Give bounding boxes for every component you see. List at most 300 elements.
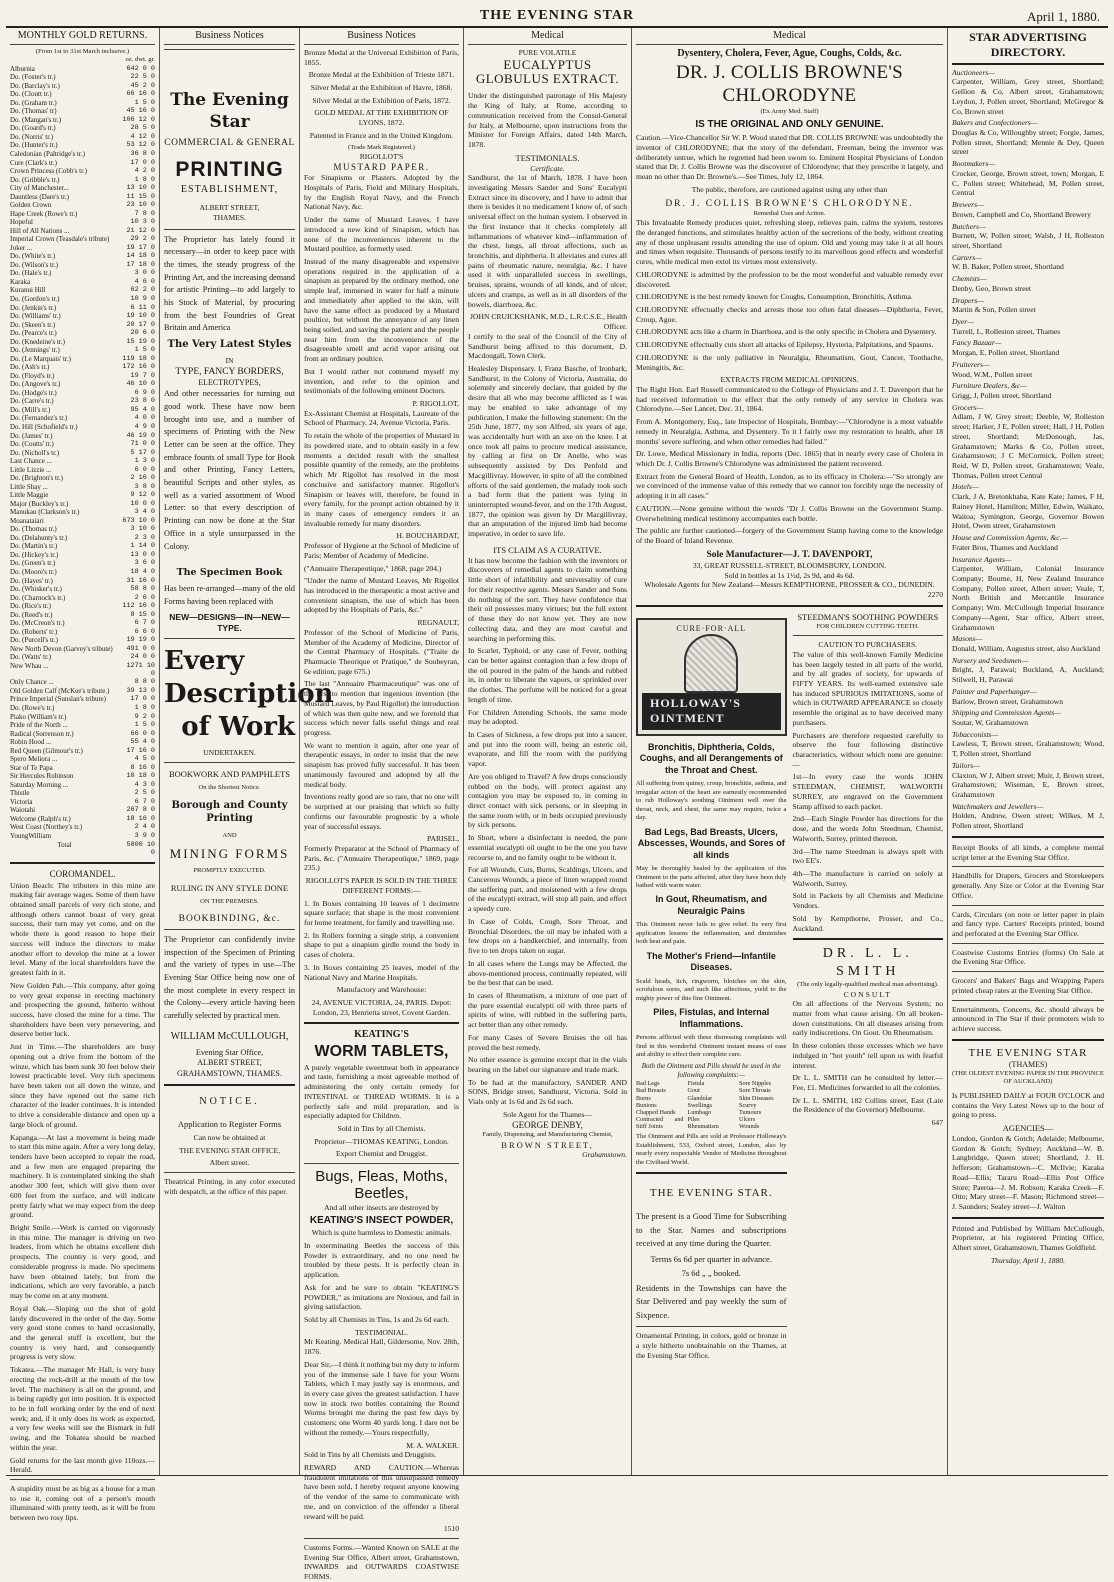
certificate-heading: Certificate. (530, 163, 565, 173)
gold-return-row (10, 500, 155, 509)
gold-amount: 6 7 0 (134, 619, 155, 628)
bugs-heading: Bugs, Fleas, Moths, Beetles, (315, 1168, 448, 1203)
mine-name: Do. (Ash's tr.) (10, 363, 50, 372)
printer-line: Printed and Published by William McCullough, Proprietor, at his registered Printing Office, Albert street, Grahamstown, Thames Goldfield. (952, 1223, 1104, 1253)
gold-return-row (10, 568, 155, 577)
gold-amount: 17 16 0 (126, 746, 155, 755)
article-paragraph: Union Beach: The tributers in this mine are making fair average wages. Some of them have obtained small parcels of very rich stone, and although others cannot boast of very great success, their turn may yet come, and on the whole there is good reason to hope their success will induce the directors to make another effort to develop the mine at a lower level. Many of the local shareholders have the greatest faith in it. (10, 880, 155, 978)
ad-paragraph: 2. In Rollers forming a single strip, a convenient shape to put a sinapism girdle round the body in cases of cholera. (304, 930, 459, 960)
mine-name: Old Golden Calf (McKee's tribute.) (10, 686, 110, 695)
directory-category: Fruiterers— (952, 359, 990, 369)
mine-name: Do. (Cloutt tr.) (10, 90, 52, 99)
gold-amount: 19 7 0 (130, 371, 155, 380)
gold-amount: 22 5 0 (130, 73, 155, 82)
mine-name: Do. (Hayes' tr.) (10, 576, 53, 585)
holloway-complaints-heading: Both the Ointment and Pills should be used in the following complaints:— (641, 1062, 781, 1080)
ad-paragraph: Professor of the School of Medicine of Paris, Member of the Academy of Medicine, Director of the Central Pharmacy of Hospitals. ("Traite de Pharmacie Theorique et Pratique," de Soubeyran, 6e edition, page 675.) (304, 627, 459, 676)
mine-name: Little Maggie (10, 491, 49, 500)
gold-amount: 66 16 0 (126, 90, 155, 99)
mine-name: Do. (Angove's tr.) (10, 380, 61, 389)
directory-entries: Soutar, W, Grahamstown (952, 718, 1029, 727)
gold-return-row (10, 559, 155, 568)
ad-paragraph: This Invaluable Remedy produces quiet, refreshing sleep, relieves pain, calms the system, restores the deranged functions, and stimulates healthy action of the secretions of the body, without creating any of those unpleasant results attending the use of opium. Old and young may take it at all hours and times when requisite. Thousands of persons testify to its marvellous good effects and wonderful cures, while medical men extol its virtues most extensively. (636, 218, 943, 267)
mine-name: Do. (Whisker's tr.) (10, 585, 62, 594)
agent-name: GEORGE DENBY, (512, 1119, 583, 1130)
gold-amount: 71 0 0 (130, 440, 155, 449)
directory-entries: W. B. Baker, Pollen street, Shortland (952, 262, 1064, 272)
gold-return-row (10, 432, 155, 441)
mine-name: Robin Hood ... (10, 738, 52, 747)
directory-list (952, 68, 1104, 831)
mine-name: Saturday Morning ... (10, 780, 69, 789)
complaint-item: Rheumatism (687, 1123, 719, 1131)
gold-return-row (10, 227, 155, 236)
gold-amount: 6 11 0 (130, 303, 155, 312)
gold-amount: 36 8 0 (130, 149, 155, 158)
ad-paragraph: 1. In Boxes containing 10 leaves of 1 decimetre square surface; that shape is the most convenient for home treatment, for family and travelling use. (304, 898, 459, 927)
gold-amount: 17 0 0 (130, 695, 155, 704)
gold-return-row (10, 517, 155, 526)
ad-paragraph: CHLORODYNE is admitted by the profession to be the most wonderful and valuable remedy ever discovered. (636, 269, 943, 289)
gold-return-row (10, 355, 155, 364)
ad-paragraph: To be had at the manufactory, SANDER AND SONS, Bridge street, Sandhurst, Victoria. Sold in Vials only at 1s 6d and 2s 6d each. (468, 1077, 627, 1107)
directory-entries: Carpenter, William, Colonial Insurance Company; Bourne, H, New Zealand Insurance Company, Pollen street, Albert street; Veale, T, North British and Mercantile Insurance Company; Wm. McCullough Imperial Insurance Company—Agent, Star office, Albert street, Grahamstown (952, 564, 1104, 632)
smith-paragraph: In these colonies those excesses which we have indulged in "hot youth" tell upon us with fearful interest. (792, 1041, 943, 1070)
gold-return-row (10, 636, 155, 645)
gold-amount: 106 12 0 (122, 115, 155, 124)
gold-amount: 53 12 0 (126, 141, 155, 150)
gold-amount: 23 10 0 (126, 201, 155, 210)
gold-amount: 1271 10 0 (126, 661, 155, 679)
gold-amount: 19 17 0 (126, 243, 155, 252)
complaint-item: Sore Nipples (739, 1080, 772, 1088)
gold-return-row (10, 244, 155, 253)
directory-entries: Claxton, W J, Albert street; Muir, J, Brown street, Grahamstown; Wiseman, E, Brown street, Grahamstown (952, 770, 1104, 800)
ad-paragraph: From A. Montgomery, Esq., late Inspector of Hospitals, Bombay:—"Chlorodyne is a most valuable remedy in Neuralgia, Asthma, and Dysentery. To it I fairly owe my restoration to health, after 18 months' severe suffering, and when other remedies had failed." (636, 417, 943, 446)
mine-name: Do. (Purcell's tr.) (10, 636, 58, 645)
ad-paragraph: CHLORODYNE acts like a charm in Diarrhoea, and is the only specific in Cholera and Dysentery. (636, 327, 937, 337)
gold-return-row (10, 738, 155, 747)
ad-number: 647 (931, 1118, 943, 1128)
directory-category: Shipping and Commission Agents— (952, 708, 1061, 718)
gold-amount: 2 4 0 (134, 823, 155, 832)
gold-return-row (10, 474, 155, 483)
gold-amount: 673 10 0 (122, 516, 155, 525)
commercial-general: COMMERCIAL & GENERAL (164, 138, 295, 149)
mine-name: Do. (Charnock's tr.) (10, 593, 66, 602)
printing-heading: PRINTING (175, 158, 284, 182)
gold-amount: 6 0 0 (134, 465, 155, 474)
ad-paragraph: ("Annuaire Therapeutique," 1868, page 204.) (304, 563, 442, 573)
gold-amount: 1 3 0 (134, 457, 155, 466)
directory-entries: Wood, W.M., Pollen street (952, 369, 1033, 379)
gold-return-row (10, 585, 155, 594)
mine-name: Do. (Mill's tr.) (10, 405, 51, 414)
ad-paragraph: Sold in Tins by all Chemists. (337, 1124, 426, 1134)
gold-return-row (10, 551, 155, 560)
mine-name: Sir Hercules Robinson (10, 772, 74, 781)
bottle-prices: Sold in bottles at 1s 1½d, 2s 9d, and 4s 6d. (724, 570, 855, 580)
gold-return-row (10, 772, 155, 781)
testimonial-heading: TESTIMONIAL. (355, 1327, 408, 1337)
directory-entries: Martin & Son, Pollen street (952, 305, 1036, 315)
inspection-paragraph: The Proprietor can confidently invite inspection of the Specimen of Printing and the variety of types in use—The Evening Star Office being now one of the most complete in every respect in the Colony—every article having been carefully selected by practical men. (164, 934, 295, 1021)
gold-amount: 9 2 0 (134, 712, 155, 721)
ad-number: 1510 (443, 1524, 459, 1534)
mine-name: Do. (Jenkin's tr.) (10, 303, 57, 312)
mine-name: Do. (Roberts' tr.) (10, 627, 58, 636)
ad-paragraph: RIGOLLOT'S PAPER IS SOLD IN THE THREE DIFFERENT FORMS:— (305, 876, 458, 895)
signature: M. A. WALKER. (406, 1440, 459, 1450)
gold-amount: 10 3 0 (130, 218, 155, 227)
gold-amount: 20 6 0 (130, 329, 155, 338)
mine-name: Joker ... (10, 243, 33, 252)
gold-amount: 1 8 0 (134, 175, 155, 184)
mine-name: Do. (Pearce's tr.) (10, 329, 57, 338)
shortest-notice: On the Shortest Notice. (198, 783, 261, 791)
gold-return-row (10, 389, 155, 398)
signature: PARISEL, (426, 834, 459, 844)
mine-name: City of Manchester... (10, 184, 69, 193)
gold-amount: 23 8 0 (130, 397, 155, 406)
gold-return-row (10, 806, 155, 815)
gold-amount: 39 13 0 (126, 686, 155, 695)
gold-amount: 66 0 0 (130, 729, 155, 738)
mine-name: Hape Creek (Rowe's tr.) (10, 209, 78, 218)
directory-category: Masons— (952, 634, 983, 644)
bookwork: BOOKWORK AND PAMPHLETS (168, 769, 291, 780)
agent-town: Grahamstown. (582, 1150, 627, 1160)
holloway-column (636, 612, 787, 1364)
mine-name: Victoria (10, 797, 33, 806)
mine-name: Do. (Fernandez's tr.) (10, 414, 68, 423)
mine-name: West Coast (Northey's tr.) (10, 823, 83, 832)
coromandel-heading: COROMANDEL. (49, 869, 116, 880)
directory-category: Nursery and Seedsmen— (952, 655, 1029, 665)
mine-name: Karaka (10, 277, 31, 286)
gold-return-row (10, 678, 155, 687)
article-paragraph: Kapanga.—At last a movement is being made to start this mine again. After a very long delay, tenders have been accepted to repair the road, and a few men are engaged preparing the machinery. It is contemplated sinking the shaft another 300 feet, which will give them over 600 feet from the surface, and will indicate pretty fairly what we may expect from the deep ground. (10, 1132, 155, 1220)
ad-paragraph: The public are further cautioned—forgery of the Government Stamp having come to the knowledge of the Board of Inland Revenue. (636, 526, 943, 546)
holloway-heading: Bronchitis, Diphtheria, Colds, Coughs, and all Derangements of the Throat and Chest. (639, 741, 783, 775)
holloway-paragraph: All suffering from quinsy, croup, bronchitis, asthma, and irregular action of the heart are earnestly recommended to rub Holloway's soothing Ointment well over the throat, neck, and chest, the same may require, twice a day. (636, 780, 787, 822)
gold-return-row (10, 261, 155, 270)
albert-street: ALBERT STREET, (199, 203, 260, 213)
mine-name: New Whau ... (10, 661, 49, 670)
steedman-paragraph: Sold by Kempthorne, Prosser, and Co., Auckland. (792, 913, 943, 933)
gold-return-row (10, 628, 155, 637)
column-mustard-keating (300, 28, 464, 1582)
thames: THAMES. (212, 212, 247, 222)
gold-return-row (10, 423, 155, 432)
gold-return-row (10, 141, 155, 150)
every-word: Every (164, 645, 245, 676)
holloway-paragraph: This Ointment never fails to give relief. Its very first application lessens the inflammation, and diminishes both heat and pain. (636, 921, 787, 946)
gold-return-row (10, 823, 155, 832)
gold-return-row (10, 466, 155, 475)
ad-paragraph: Formerly Preparator at the School of Pharmacy of Paris, &c. ("Annuaire Therapeutique," 1869, page 235.) (304, 843, 459, 873)
ad-paragraph: CHLORODYNE is the best remedy known for Coughs, Consumption, Bronchitis, Asthma. (636, 292, 913, 302)
gold-amount: 2 6 0 (134, 593, 155, 602)
signature: H. BOUCHARDAT, (396, 531, 459, 541)
ad-paragraph: Instead of the many disagreeable and expensive operations required in the application of a sinapism as prepared by the ordinary method, one simple leaf, immersed in water for half a minute and immediately after applied to the skin, will have the same effect as produced by a Mustard poultice, but without the annoyance of any linen being soiled, and saving the patient and the people near him from the inconvenience of the disagreeable smell and acrid vapor arising out from an ordinary poultice. (304, 256, 459, 364)
holloway-banner: HOLLOWAY'S OINTMENT (642, 693, 781, 730)
column-printing-notice (160, 28, 334, 1475)
styles-type: TYPE, FANCY BORDERS, (175, 366, 284, 377)
ad-paragraph: And all other insects are destroyed by (324, 1202, 439, 1212)
ad-paragraph: 3. In Boxes containing 25 leaves, model of the National Navy and Marine Hospitals. (304, 962, 459, 982)
steedman-paragraph: Purchasers are therefore requested carefully to observe the four following distinctive characteristics, without which none are genuine:— (792, 730, 943, 769)
complaints-col-1 (636, 1080, 684, 1130)
specimen-heading: The Specimen Book (176, 567, 283, 579)
mine-name: Do. (Skeen's tr.) (10, 320, 56, 329)
gold-amount: 8 16 0 (130, 763, 155, 772)
mine-name: Do. (Green's tr.) (10, 559, 56, 568)
notice-paragraph-3: THE EVENING STAR OFFICE, (178, 1145, 281, 1155)
subscription-weekly: Residents in the Townships can have the Star Delivered and pay weekly the sum of Sixpence. (636, 1282, 787, 1320)
smith-paragraph: On all affections of the Nervous System; no matter from what cause arising. On all broken-down constitutions. On all diseases arising from early indiscretions. On Gout. On Rheumatism. (792, 999, 943, 1038)
masthead (6, 6, 1108, 28)
complaint-item: Fistula (687, 1080, 705, 1088)
gold-amount: 112 16 0 (122, 602, 155, 611)
mine-name: Do. (Martin's tr.) (10, 542, 58, 551)
gold-returns-subtitle: (From 1st to 31st March inclusive.) (35, 47, 130, 55)
mine-name: Moanataiari (10, 516, 44, 525)
directory-category: Grocers— (952, 402, 984, 412)
gold-amount: 2 16 0 (130, 474, 155, 483)
gold-return-row (10, 815, 155, 824)
ad-paragraph: CHLORODYNE is the only palliative in Neuralgia, Rheumatism, Gout, Cancer, Toothache, Meningitis, &c. (636, 352, 943, 372)
gold-amount: 4 6 0 (134, 277, 155, 286)
gold-amount: 31 16 0 (126, 576, 155, 585)
ad-paragraph: Proprietor—THOMAS KEATING, London. (314, 1136, 449, 1146)
mine-name: Do. (Coutts' tr.) (10, 440, 54, 449)
ad-paragraph: I certify to the seal of the Council of the City of Sandhurst being affixed to this document, D. Macdougall, Town Clerk. (468, 331, 627, 361)
sole-manufacturer: Sole Manufacturer—J. T. DAVENPORT, (706, 549, 873, 560)
figure-illustration-icon (684, 634, 738, 693)
gold-amount: 46 19 0 (126, 431, 155, 440)
complaint-item: Glandular Swellings (687, 1094, 713, 1109)
directory-category: Tailors— (952, 760, 981, 770)
gold-return-row (10, 346, 155, 355)
ad-paragraph: Caution.—Vice-Chancellor Sir W. P. Wood stated that DR. COLLIS BROWNE was undoubtedly the inventor of CHLORODYNE; that the story of the defendant, Freeman, being the inventor was deliberately untrue, which he regretted had been sworn to. Eminent Hospital Physicians of London stated that Dr. J. Collis Browne was the discoverer of Chlorodyne; that they prescribe it largely, and mean no other than Dr. Browne's.—See Times, July 12, 1864. (636, 133, 943, 182)
mine-name: Do. (Thomas' tr) (10, 107, 57, 116)
gold-amount: 267 8 0 (126, 806, 155, 815)
gold-amount: 2 3 0 (134, 533, 155, 542)
specimen-paragraph: Has been re-arranged—many of the old Forms having been replaced with (164, 584, 295, 607)
mine-name: Little Shay ... (10, 482, 48, 491)
ad-paragraph: In exterminating Beetles the success of this Powder is extraordinary, and no one need be troubled by these pests. It is perfectly clean in application. (304, 1240, 459, 1280)
ad-paragraph: In Scarlet, Typhoid, or any case of Fever, nothing can be better against contagion than a few drops of the oil poured in the palm of the hands and rubbed in, in order to liberate the vapors, or sprinkled over the clothes. The perfume will be noticed for a great length of time. (468, 646, 627, 704)
ad-paragraph: Ask for and be sure to obtain "KEATING'S POWDER," as imitations are Noxious, and fail in giving satisfaction. (304, 1282, 459, 1312)
gold-return-row (10, 363, 155, 372)
gold-amount: 9 12 0 (130, 491, 155, 500)
gold-return-row (10, 218, 155, 227)
ad-paragraph: Professor of Hygiene at the School of Medicine of Paris; Member of Academy of Medicine. (304, 541, 459, 560)
chlorodyne-topline: Dysentery, Cholera, Fever, Ague, Coughs, Colds, &c. (677, 47, 902, 59)
gold-amount: 2 5 0 (134, 789, 155, 798)
gold-total-label: Total (57, 840, 72, 849)
smith-paragraph: Dr L. L. SMITH can be consulted by letter.—Fee, £1. Medicines forwarded to all the colonies. (792, 1073, 943, 1092)
gold-amount: 95 4 0 (130, 405, 155, 414)
complaint-item: Bad Breasts (636, 1087, 666, 1095)
gold-return-row (10, 278, 155, 287)
mustard-paper: MUSTARD PAPER. (333, 161, 430, 172)
mine-name: YoungWilliam (10, 831, 52, 840)
wholesale-agents: Wholesale Agents for New Zealand—Messrs KEMPTHORNE, PROSSER & CO., DUNEDIN. (644, 580, 935, 590)
steedman-paragraph: 3rd—The name Steedman is always spelt with two EE's. (792, 846, 943, 866)
business-notices-heading: Business Notices (164, 30, 295, 45)
sole-agent: Sole Agent for the Thames— (503, 1109, 592, 1119)
gold-amount: 3 4 0 (134, 508, 155, 517)
ad-paragraph: In Cases of Sickness, a few drops put into a saucer, and put into the room will, being an esteric oil, evaporate, and fill the room with the purifying vapor. (468, 729, 627, 769)
mine-name: Do. (Watts' tr.) (10, 653, 52, 662)
complaint-item: Contracted and Stiff Joints (636, 1115, 684, 1131)
footer-date: Thursday, April 1, 1880. (990, 1255, 1066, 1265)
holloway-ad-image (636, 618, 787, 736)
directory-ad: Coastwise Customs Entries (forms) On Sale at the Evening Star Office. (952, 947, 1104, 967)
testimonials-heading: TESTIMONIALS. (515, 152, 580, 163)
evening-star-paragraph: Is PUBLISHED DAILY at FOUR O'CLOCK and contains the Very Latest News up to the hour of going to press. (952, 1090, 1104, 1120)
gold-return-row (10, 286, 155, 295)
article-paragraph: Bright Smile.—Work is carried on vigorously in this mine. The manager is driving on two leaders, from which he obtains excellent dish prospects. The country is very good, and considerable progress is made. No specimens have been obtained lately, but from the indications, which are very favorable, a patch may be come on at any moment. (10, 1223, 155, 1301)
gold-amount: 55 4 0 (130, 738, 155, 747)
ad-paragraph: To retain the whole of the properties of Mustard in its powdered state, and to obtain easily in a few moments a decided result with the smallest possible quantity of the remedy, are the problems which Mr Rigollot has resolved in the most conclusive and satisfactory manner. Rigollot's Sinapism or leaves will, therefore, be found in every family, for the prompt action obtained by it in many cases of emergency renders it an invaluable remedy for many disorders. (304, 431, 459, 528)
mine-name: Spero Meliora ... (10, 755, 58, 764)
ad-paragraph: In Case of Colds, Cough, Sore Throat, and Bronchial Disorders, the oil may be inhaled with a few drops on a handkerchief, and internally, from five to ten drops taken on sugar. (468, 916, 627, 956)
rigollot-name: RIGOLLOT'S (359, 151, 404, 161)
gold-amount: 19 19 0 (126, 636, 155, 645)
ad-paragraph: Under the distinguished patronage of His Majesty the King of Italy, at Rome, according to communication received from the Consul-General for Italy, at Melbourne, upon instructions from the Minister for Foreign Affairs, dated 14th March, 1878. (468, 91, 627, 149)
gold-amount: 3 10 0 (130, 525, 155, 534)
holloway-heading: In Gout, Rheumatism, and Neuralgic Pains (655, 894, 767, 916)
gold-return-row (10, 491, 155, 500)
gold-return-row (10, 304, 155, 313)
mine-name: Little Lizzie ... (10, 465, 52, 474)
caution-heading: CAUTION TO PURCHASERS. (818, 640, 918, 650)
gold-amount: 3 0 0 (134, 269, 155, 278)
customs-forms: Customs Forms.—Wanted Known on SALE at the Evening Star Office, Albert street, Grahamstown, INWARDS and OUTWARDS COASTWISE FORMS. (304, 1543, 459, 1582)
complaint-item: Scurvy (739, 1101, 757, 1109)
paper-title: THE EVENING STAR (479, 8, 635, 23)
medal-line: GOLD MEDAL AT THE EXHIBITION OF LYONS, 1872. (314, 108, 449, 128)
ad-paragraph: Sold in Tins by all Chemists and Druggists. (304, 1450, 437, 1460)
notice-paragraph: Application to Register Forms (177, 1118, 282, 1129)
gold-return-row (10, 65, 155, 74)
mine-name: Do. (Foster's tr.) (10, 73, 56, 82)
insect-powder-heading: KEATING'S INSECT POWDER, (309, 1215, 454, 1227)
gold-amount: 62 2 0 (130, 286, 155, 295)
mine-name: Pride of the North ... (10, 721, 68, 730)
ad-paragraph: 24, AVENUE VICTORIA, 24, PARIS. Depot: London, 23, Henrietta street, Covent Garden. (311, 998, 452, 1017)
article-paragraph: Just in Time.—The shareholders are busy opening out a drive from the bottom of the winze, which has been sunk 30 feet below their lowest practicable level. Very rich specimens have been taken out all down the winze, and since they have opened out the same rich character of the leader continues. It is intended to drive a considerable distance and open up a large block of ground. (10, 1042, 155, 1129)
gold-amount: 28 5 0 (130, 124, 155, 133)
latest-styles-heading: The Very Latest Styles (167, 339, 292, 351)
mine-name: Do. (Carre's tr.) (10, 397, 54, 406)
medal-line: Bronze Medal at the Universal Exhibition of Paris, 1855. (304, 47, 459, 67)
gold-return-row (10, 577, 155, 586)
gold-amount: 4 9 0 (134, 422, 155, 431)
gold-amount: 1 8 0 (134, 704, 155, 713)
proprietor-paragraph: The Proprietor has lately found it necessary—in order to keep pace with the times, the steady progress of the Printing Art, and the increasing demand for artistic Printing—to add largely to his Stock of Material, by procuring from the best Foundries of Great Britain and America (164, 234, 295, 333)
paper-name-gothic: The Evening Star (170, 89, 289, 132)
gold-returns-units: oz. dwt. gr. (125, 56, 155, 64)
mine-name: Manukau (Clarkson's tr.) (10, 508, 80, 517)
complaint-item: Ulcers (739, 1115, 756, 1123)
gold-total-row (10, 841, 155, 858)
gold-amount: 4 12 0 (130, 132, 155, 141)
directory-category: Bootmakers— (952, 159, 996, 169)
directory-entries: Grigg, J, Pollen street, Shortland (952, 391, 1052, 400)
gold-amount: 3 9 0 (134, 831, 155, 840)
mine-name: Do. (Wilson's tr.) (10, 260, 59, 269)
gold-return-row (10, 457, 155, 466)
directory-category: Watchmakers and Jewellers— (952, 801, 1044, 811)
ad-paragraph: Under the name of Mustard Leaves, I have introduced a new kind of Sinapism, which has none of the inconveniences inherent to the Mustard poultice, as formerly used. (304, 215, 459, 254)
dr-smith-heading: DR. L. L. SMITH (822, 946, 913, 980)
evening-star-title: THE EVENING STAR (968, 1046, 1088, 1059)
directory-category: Brewers— (952, 200, 984, 210)
gold-amount: 19 10 0 (126, 312, 155, 321)
article-paragraph: Royal Oak.—Sloping out the shot of gold lately discovered in the order of the day. Some very good stone comes to hand occasionally, and the general stuff is excellent, but the country is very hard, and consequently progress is very slow. (10, 1303, 155, 1362)
directory-entries: Holden, Andrew, Owen street; Wilkes, M J, Pollen street, Shortland (952, 811, 1104, 831)
gold-amount: 10 0 0 (130, 499, 155, 508)
steedman-paragraph: 1st—In every case the words JOHN STEEDMAN, CHEMIST, WALWORTH SURREY, are engraved on the Government Stamp affixed to each packet. (792, 772, 943, 811)
medal-line: Silver Medal at the Exhibition of Paris, 1872. (312, 95, 451, 105)
styles-paragraph: And other necessaries for turning out good work. These have now been brought into use, and a number of specimens of Printing with the New Letter can be seen at the office. They embrace founts of small Type for Book and other Printing, Fancy Letters, beautiful Scripts and other styles, as well as a varied assortment of Wood Letter: so that every description of Printing can now be done at the Star Office in a style unsurpassed in the Colony. (164, 389, 295, 551)
gold-return-row (10, 653, 155, 662)
directory-entries: Brown, Campbell and Co, Shortland Brewery (952, 209, 1091, 219)
bookbinding: BOOKBINDING, &c. (178, 913, 281, 924)
directory-entries: Barlow, Brown street, Grahamstown (952, 696, 1064, 706)
mine-name: Do. (Nicholl's tr.) (10, 448, 60, 457)
mine-name: Do. (Gribble's tr.) (10, 175, 60, 184)
gold-amount: 1 5 0 (134, 346, 155, 355)
mine-name: Do. (McCreon's tr.) (10, 619, 65, 628)
gold-total-value: 5800 10 0 (126, 840, 155, 857)
directory-category: Drapers— (952, 295, 985, 305)
gold-amount: 8 8 0 (134, 678, 155, 687)
directory-entries: Morgan, E, Pollen street, Shortland (952, 348, 1060, 358)
mine-name: Do. Hill (Schofield's tr.) (10, 422, 78, 431)
directory-entries: Bright, J, Parawai; Buckland, A, Auckland; Stilwell, H, Parawai (952, 665, 1104, 685)
gold-return-row (10, 542, 155, 551)
mine-name: Caledonian (Paltridge's tr.) (10, 149, 85, 158)
directory-title: STAR ADVERTISING DIRECTORY. (952, 30, 1104, 65)
chlorodyne-original: IS THE ORIGINAL AND ONLY GENUINE. (695, 118, 884, 130)
styles-in: IN (225, 355, 234, 365)
gold-amount: 58 8 0 (130, 585, 155, 594)
gold-amount: 172 16 0 (122, 363, 155, 372)
ad-paragraph: For many Cases of Severe Bruises the oil has proved the best remedy. (468, 1032, 627, 1052)
ad-paragraph: REWARD AND CAUTION.—Whereas fraudulent imitations of this unsurpassed remedy have been sold, I hereby request anyone knowing of the vendor of the same to communicate with me, and on conviction of the offender a liberal reward will be paid. (304, 1463, 459, 1521)
mine-name: Only Chance ... (10, 678, 54, 687)
gold-amount: 5 17 0 (130, 448, 155, 457)
gold-return-row (10, 508, 155, 517)
gold-amount: 7 8 0 (134, 209, 155, 218)
remedial-heading: Remedial Uses and Action. (753, 209, 826, 217)
mine-name: Golden Crown (10, 201, 52, 210)
directory-entries: Frater Bros, Thames and Auckland (952, 542, 1058, 552)
gold-return-row (10, 210, 155, 219)
evening-star-sub2: (THE OLDEST EVENING PAPER IN THE PROVINCE OF AUCKLAND) (952, 1070, 1104, 1086)
notice-heading: NOTICE. (199, 1096, 260, 1108)
complaint-item: Wounds (739, 1123, 760, 1131)
mining-forms: MINING FORMS (169, 846, 290, 862)
gold-amount: 46 10 0 (126, 380, 155, 389)
gold-return-row (10, 483, 155, 492)
mine-name: Do. (Knedeine's tr.) (10, 337, 65, 346)
